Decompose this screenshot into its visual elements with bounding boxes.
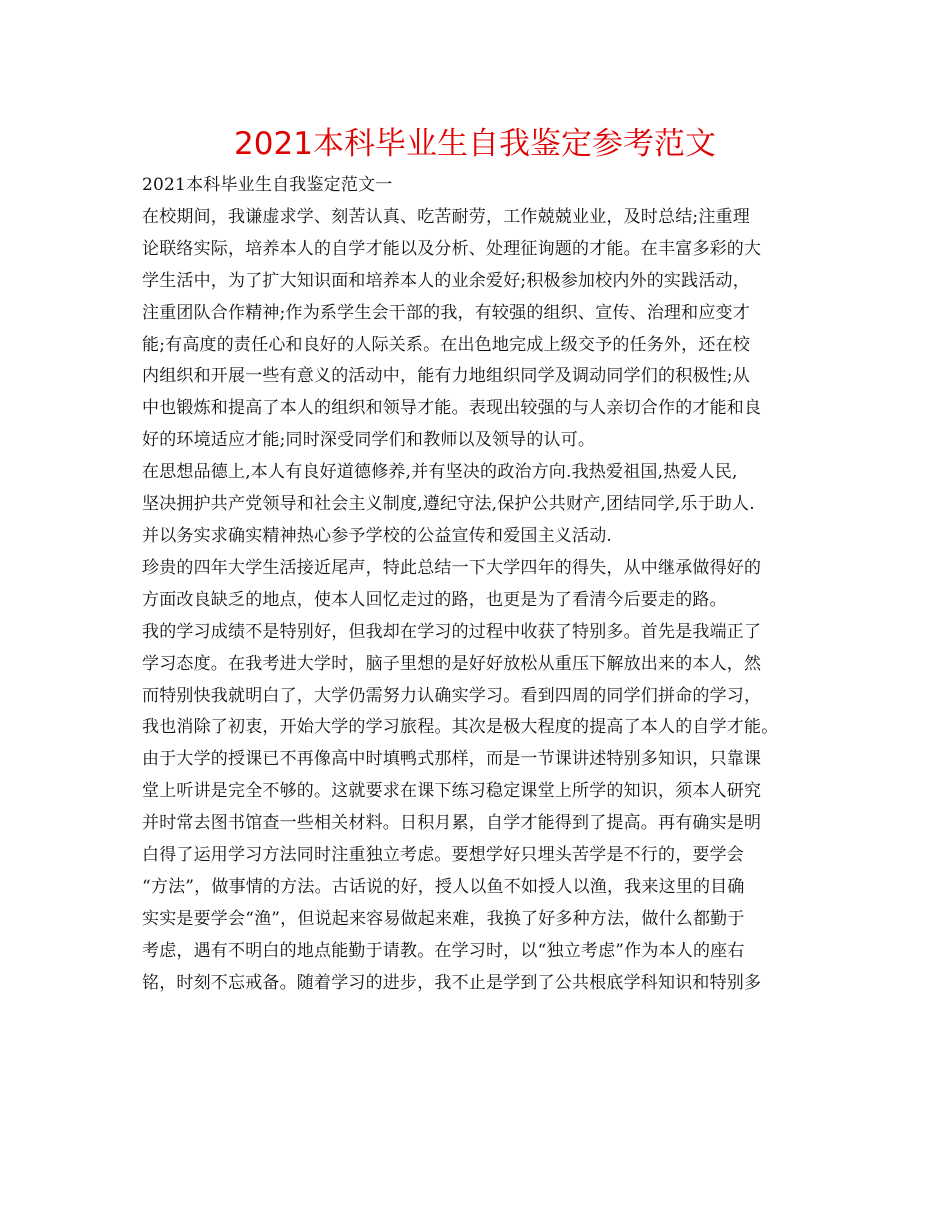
paragraph-line: 我也消除了初衷，开始大学的学习旅程。其次是极大程度的提高了本人的自学才能。 xyxy=(142,717,779,738)
paragraph-line: 堂上听讲是完全不够的。这就要求在课下练习稳定课堂上所学的知识，须本人研究 xyxy=(142,781,762,802)
paragraph-line: 论联络实际，培养本人的自学才能以及分析、处理征询题的才能。在丰富多彩的大 xyxy=(142,238,762,259)
paragraph-line: 好的环境适应才能;同时深受同学们和教师以及领导的认可。 xyxy=(142,430,596,451)
paragraph-line: 实实是要学会“渔”，但说起来容易做起来难，我换了好多种方法，做什么都勤于 xyxy=(142,908,745,929)
paragraph-line: 内组织和开展一些有意义的活动中，能有力地组织同学及调动同学们的积极性;从 xyxy=(142,366,750,387)
paragraph-line: 坚决拥护共产党领导和社会主义制度,遵纪守法,保护公共财产,团结同学,乐于助人. xyxy=(142,494,755,515)
paragraph-line: 能;有高度的责任心和良好的人际关系。在出色地完成上级交予的任务外，还在校 xyxy=(142,334,750,355)
paragraph-line: 中也锻炼和提高了本人的组织和领导才能。表现出较强的与人亲切合作的才能和良 xyxy=(142,398,762,419)
paragraph-line: 在思想品德上,本人有良好道德修养,并有坚决的政治方向.我热爱祖国,热爱人民, xyxy=(142,462,738,483)
document-title: 2021本科毕业生自我鉴定参考范文 xyxy=(234,126,716,162)
paragraph-line: 而特别快我就明白了，大学仍需努力认确实学习。看到四周的同学们拼命的学习， xyxy=(142,685,762,706)
document-body xyxy=(142,170,822,1000)
paragraph-line: 白得了运用学习方法同时注重独立考虑。要想学好只埋头苦学是不行的，要学会 xyxy=(142,845,744,866)
paragraph-line: 考虑，遇有不明白的地点能勤于请教。在学习时，以“独立考虑”作为本人的座右 xyxy=(142,940,745,961)
paragraph-line: 2021本科毕业生自我鉴定范文一 xyxy=(142,175,393,195)
paragraph-line: 注重团队合作精神;作为系学生会干部的我，有较强的组织、宣传、治理和应变才 xyxy=(142,302,750,323)
paragraph-line: 方面改良缺乏的地点，使本人回忆走过的路，也更是为了看清今后要走的路。 xyxy=(142,589,727,610)
paragraph-line: 我的学习成绩不是特别好，但我却在学习的过程中收获了特别多。首先是我端正了 xyxy=(142,621,762,642)
paragraph-line: 并以务实求确实精神热心参予学校的公益宣传和爱国主义活动. xyxy=(142,525,613,546)
paragraph-line: 铭，时刻不忘戒备。随着学习的进步，我不止是学到了公共根底学科知识和特别多 xyxy=(142,972,762,993)
paragraph-line: “方法”，做事情的方法。古话说的好，授人以鱼不如授人以渔，我来这里的目确 xyxy=(142,876,745,897)
paragraph-line: 学习态度。在我考进大学时，脑子里想的是好好放松从重压下解放出来的本人，然 xyxy=(142,653,762,674)
paragraph-line: 由于大学的授课已不再像高中时填鸭式那样，而是一节课讲述特别多知识，只靠课 xyxy=(142,749,762,770)
paragraph-line: 学生活中，为了扩大知识面和培养本人的业余爱好;积极参加校内外的实践活动， xyxy=(142,270,750,291)
paragraph-line: 在校期间，我谦虚求学、刻苦认真、吃苦耐劳，工作兢兢业业，及时总结;注重理 xyxy=(142,206,750,227)
paragraph-line: 珍贵的四年大学生活接近尾声，特此总结一下大学四年的得失，从中继承做得好的 xyxy=(142,557,762,578)
paragraph-line: 并时常去图书馆查一些相关材料。日积月累，自学才能得到了提高。再有确实是明 xyxy=(142,813,762,834)
